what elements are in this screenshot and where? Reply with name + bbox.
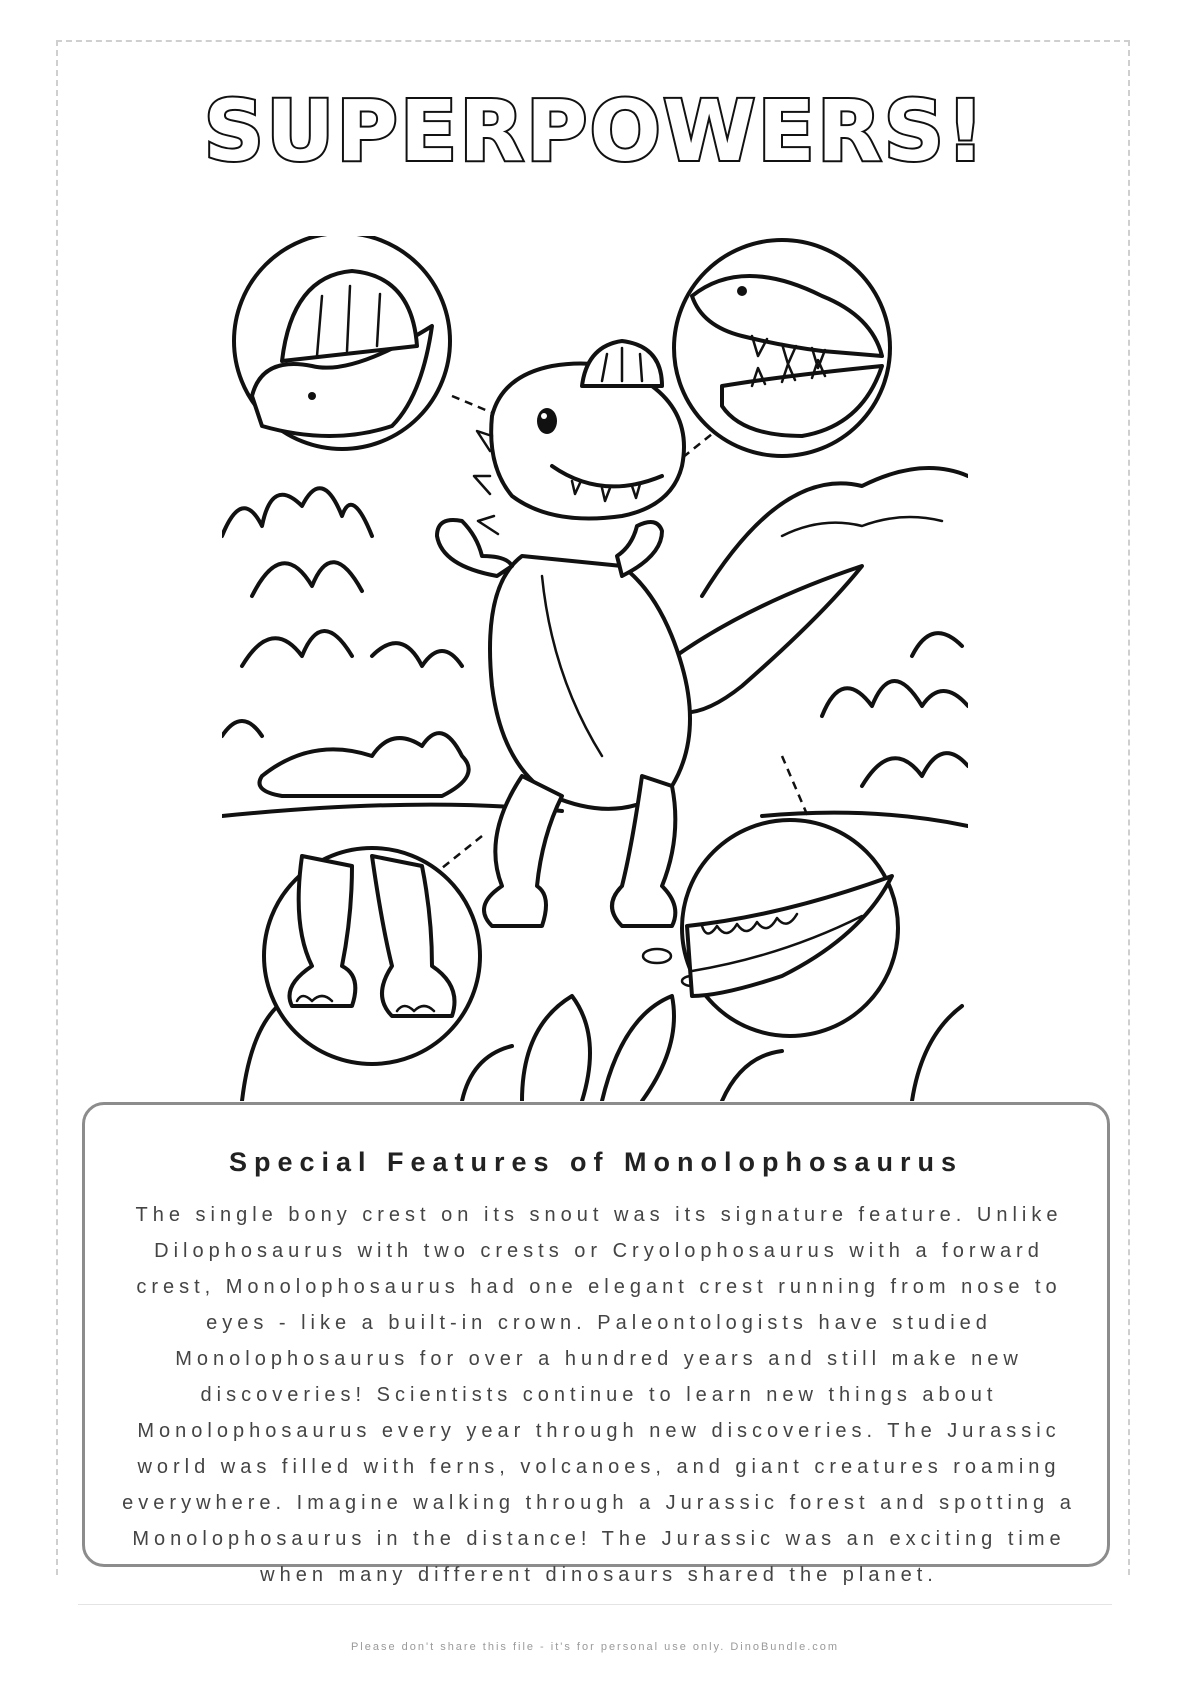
teeth-closeup-circle	[674, 240, 890, 456]
footer-divider	[78, 1604, 1112, 1605]
footer-notice: Please don't share this file - it's for personal use only. DinoBundle.com	[350, 1641, 840, 1653]
crest-closeup-circle	[234, 236, 450, 449]
dinosaur-coloring-illustration	[222, 236, 968, 1101]
info-heading: Special Features of Monolophosaurus	[228, 1147, 964, 1177]
feet-closeup-circle	[264, 848, 480, 1064]
info-body-text: The single bony crest on its snout was its signature feature. Unlike Dilophosaurus with two crests or Cryolophosaurus with a forward crest, Monolophosaurus had one elegant crest running from nose to eyes - like a built-in crown. Paleontologists have studied Monolophosaurus for over a hundred years and still make new discoveries! Scientists continue to learn new things about Monolophosaurus every year through new discoveries. The Jurassic world was filled with ferns, volcanoes, and giant creatures roaming everywhere. Imagine walking through a Jurassic forest and spotting a Monolophosaurus in the distance! The Jurassic was an exciting time when many different dinosaurs shared the planet.	[122, 1204, 1076, 1586]
page-title: SUPERPOWERS!	[203, 82, 987, 180]
info-box	[82, 1102, 1110, 1586]
spines-closeup-circle	[682, 820, 898, 1036]
